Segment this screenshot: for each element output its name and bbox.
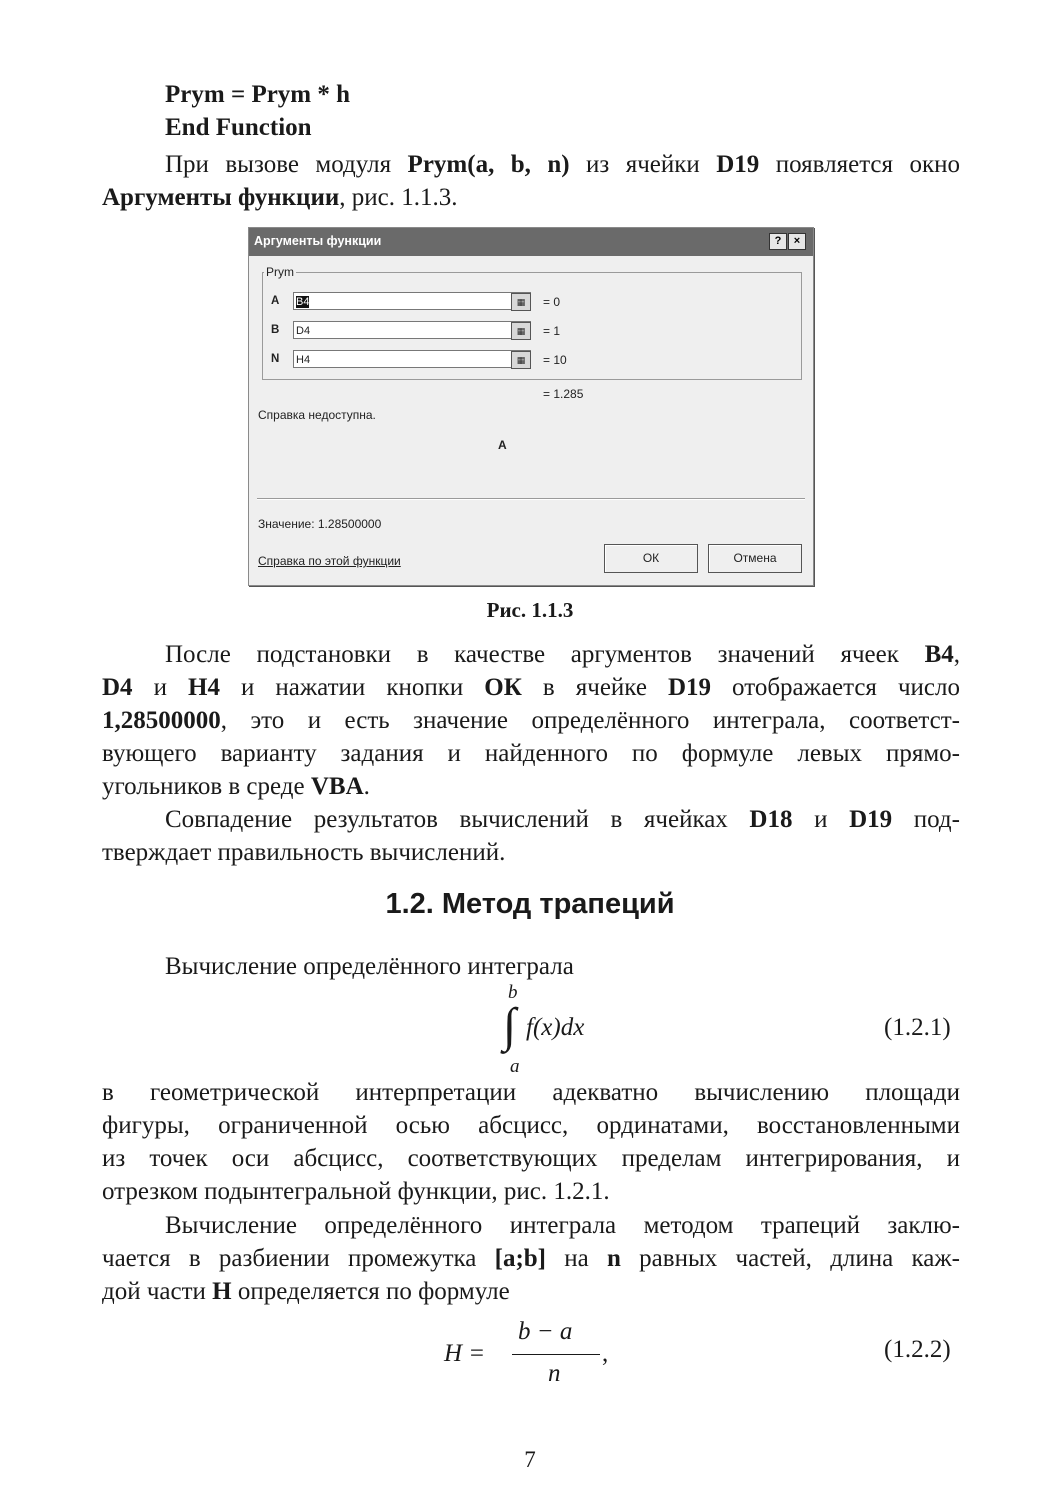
paragraph-5-line-2: фигуры, ограниченной осью абсцисс, ординатами, восстановленными <box>102 1112 960 1139</box>
arg-input-a[interactable]: B4 <box>293 292 531 310</box>
paragraph-6-line-2: чается в разбиении промежутка [a;b] на n равных частей, длина каж- <box>102 1245 960 1272</box>
page-number: 7 <box>524 1447 536 1472</box>
paragraph-6-line-1: Вычисление определённого интеграла методом трапеций заклю- <box>165 1212 960 1239</box>
paragraph-2-line-4: вующего варианту задания и найденного по формуле левых прямо- <box>102 740 960 767</box>
collapse-dialog-icon[interactable]: ▦ <box>511 322 531 340</box>
paragraph-2-line-1: После подстановки в качестве аргументов значений ячеек B4, <box>165 641 960 668</box>
collapse-dialog-icon[interactable]: ▦ <box>511 351 531 369</box>
paragraph-2-line-5: угольников в среде VBA. <box>102 773 370 800</box>
arg-label-n: N <box>271 353 280 365</box>
help-question-button[interactable]: ? <box>769 233 787 250</box>
paragraph-3-line-2: тверждает правильность вычислений. <box>102 839 506 866</box>
arg-label-b: B <box>271 324 280 336</box>
value-text: Значение: 1.28500000 <box>258 517 382 531</box>
paragraph-6-line-3: дой части H определяется по формуле <box>102 1278 510 1305</box>
formula-lhs: H = <box>444 1340 486 1367</box>
dialog-divider <box>257 498 805 500</box>
arg-result-b: = 1 <box>543 324 561 338</box>
collapse-dialog-icon[interactable]: ▦ <box>511 293 531 311</box>
paragraph-2-line-2: D4 и H4 и нажатии кнопки ОК в ячейке D19 отображается число <box>102 674 960 701</box>
figure-caption: Рис. 1.1.3 <box>486 598 574 622</box>
arg-result-n: = 10 <box>543 353 567 367</box>
function-arguments-dialog <box>248 227 814 586</box>
ok-button[interactable]: ОК <box>604 544 698 573</box>
close-button[interactable]: × <box>788 233 806 250</box>
paragraph-5-line-4: отрезком подынтегральной функции, рис. 1.2.1. <box>102 1178 610 1205</box>
formula-result: = 1.285 <box>543 387 584 401</box>
dialog-title: Аргументы функции <box>254 234 382 248</box>
paragraph-4: Вычисление определённого интеграла <box>165 953 574 980</box>
fraction-denominator: n <box>548 1360 561 1387</box>
arg-description-name: A <box>498 438 507 452</box>
paragraph-5-line-1: в геометрической интерпретации адекватно вычислению площади <box>102 1079 960 1106</box>
code-line-1: Prym = Prym * h <box>165 81 351 108</box>
integral-upper-limit: b <box>508 982 518 1003</box>
integral-sign-icon: ∫ <box>503 999 517 1052</box>
group-label: Prym <box>266 265 294 279</box>
help-link[interactable]: Справка по этой функции <box>258 554 401 568</box>
paragraph-1-line-2: Аргументы функции, рис. 1.1.3. <box>102 184 458 211</box>
help-unavailable-text: Справка недоступна. <box>258 408 376 422</box>
arg-input-n[interactable]: H4 <box>293 350 531 368</box>
fraction-numerator: b − a <box>518 1318 573 1345</box>
paragraph-1-line-1: При вызове модуля Prym(a, b, n) из ячейки D19 появляется окно <box>165 151 960 178</box>
paragraph-2-line-3: 1,28500000, это и есть значение определённого интеграла, соответст- <box>102 707 960 734</box>
cancel-button[interactable]: Отмена <box>708 544 802 573</box>
arg-label-a: A <box>271 295 280 307</box>
integral-lower-limit: a <box>510 1056 520 1077</box>
paragraph-5-line-3: из точек оси абсцисс, соответствующих пределам интегрирования, и <box>102 1145 960 1172</box>
dialog-title-bar <box>249 228 813 256</box>
section-heading: 1.2. Метод трапеций <box>385 888 675 920</box>
fraction-bar <box>512 1354 600 1355</box>
formula-comma: , <box>602 1340 609 1367</box>
integrand: f(x)dx <box>526 1014 585 1041</box>
arg-input-b[interactable]: D4 <box>293 321 531 339</box>
arg-result-a: = 0 <box>543 295 561 309</box>
paragraph-3-line-1: Совпадение результатов вычислений в ячейках D18 и D19 под- <box>165 806 960 833</box>
equation-number-2: (1.2.2) <box>884 1336 951 1363</box>
equation-number-1: (1.2.1) <box>884 1014 951 1041</box>
code-line-2: End Function <box>165 114 312 141</box>
